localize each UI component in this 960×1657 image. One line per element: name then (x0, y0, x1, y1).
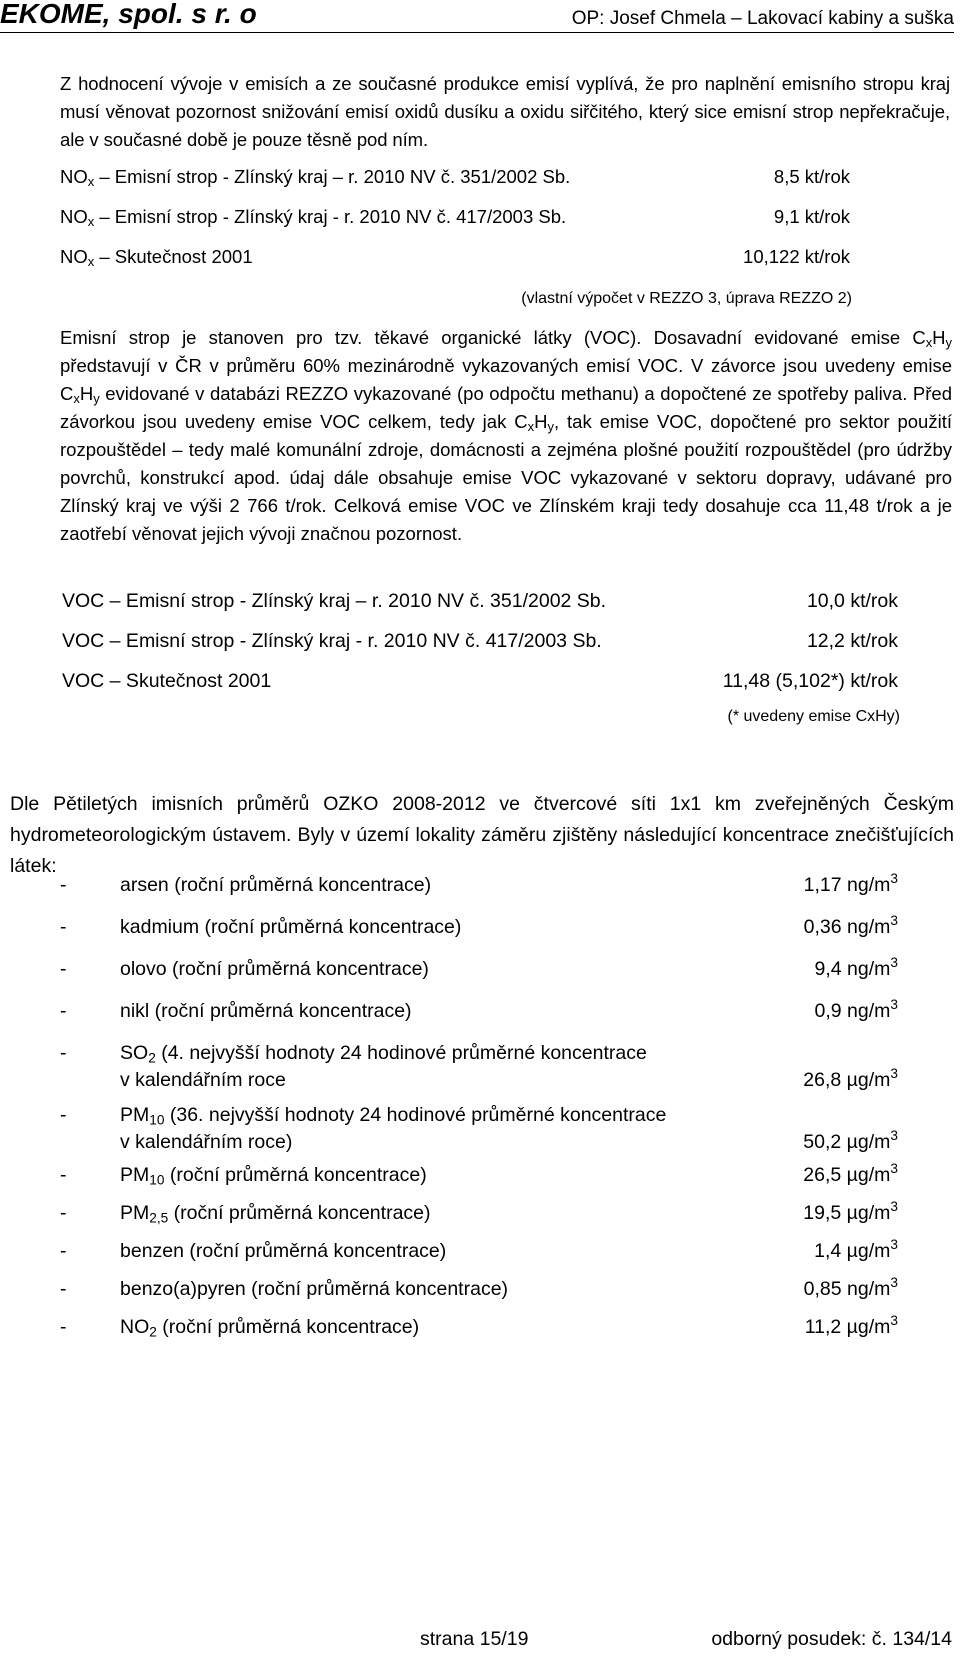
row-value: 10,0 kt/rok (806, 590, 898, 612)
row-value: 11,48 (5,102*) kt/rok (722, 670, 898, 692)
ozko-paragraph (10, 789, 954, 882)
document-subtitle: OP: Josef Chmela – Lakovací kabiny a suška (571, 8, 954, 29)
concentration-item: - $SO_2$ (4. nejvyšší hodnoty 24 hodinové průměrné koncentrace v kalendářním roce 26,8 $\mu g/m^3$ (60, 1042, 898, 1091)
row-label: – Skutečnost 2001 (99, 246, 253, 267)
row-value: 12,2 kt/rok (806, 630, 898, 652)
concentration-item: - kadmium (roční průměrná koncentrace) 0,36 $ng/m^3$ (60, 912, 898, 938)
compound: NO (60, 166, 88, 187)
row-label: – Emisní strop - Zlínský kraj - r. 2010 NV č. 417/2003 Sb. (99, 206, 567, 227)
page-header (0, 0, 954, 33)
row-label: VOC – Emisní strop - Zlínský kraj - r. 2010 NV č. 417/2003 Sb. (62, 630, 602, 652)
compound-subscript: x (87, 254, 95, 270)
nox-row (60, 166, 850, 188)
voc-paragraph (60, 324, 952, 548)
concentration-item: - nikl (roční průměrná koncentrace) 0,9 $ng/m^3$ (60, 996, 898, 1022)
nox-row (60, 206, 850, 228)
voc-row (62, 630, 898, 658)
row-value: 9,1 kt/rok (773, 206, 850, 227)
row-label: – Emisní strop - Zlínský kraj – r. 2010 NV č. 351/2002 Sb. (99, 166, 571, 187)
intro-text: Z hodnocení vývoje v emisích a ze současné produkce emisí vyplívá, že pro naplnění emisního stropu kraj musí věnovat pozornost snižování emisí oxidů dusíku a oxidu siřčitého, který sice emisní strop nepřekračuje, ale v současné době je pouze těsně pod ním. (60, 73, 950, 150)
row-label: VOC – Emisní strop - Zlínský kraj – r. 2010 NV č. 351/2002 Sb. (62, 590, 607, 612)
concentration-item: - benzo(a)pyren (roční průměrná koncentrace) 0,85 $ng/m^3$ (60, 1274, 898, 1300)
row-value: 10,122 kt/rok (743, 246, 850, 267)
company-name: EKOME, spol. s r. o (0, 0, 257, 29)
compound: NO (60, 206, 88, 227)
voc-note: (* uvedeny emise CxHy) (727, 708, 900, 725)
voc-row (62, 670, 898, 698)
concentration-item: - arsen (roční průměrná koncentrace) 1,17 $ng/m^3$ (60, 870, 898, 896)
concentration-item: - $NO_2$ (roční průměrná koncentrace) 11,2 $\mu g/m^3$ (60, 1312, 898, 1340)
voc-row (62, 590, 898, 618)
expert-report-reference: odborný posudek: č. 134/14 (711, 1628, 952, 1650)
row-label: VOC – Skutečnost 2001 (62, 670, 272, 692)
compound-subscript: x (87, 174, 95, 190)
concentration-item: - $PM_{10}$ (36. nejvyšší hodnoty 24 hodinové průměrné koncentrace v kalendářním roce) 50,2 $\mu g/m^3$ (60, 1104, 898, 1153)
concentration-item: - $PM_{10}$ (roční průměrná koncentrace) 26,5 $\mu g/m^3$ (60, 1160, 898, 1188)
concentration-item: - benzen (roční průměrná koncentrace) 1,4 $\mu g/m^3$ (60, 1236, 898, 1262)
nox-note: (vlastní výpočet v REZZO 3, úprava REZZO 2) (521, 290, 852, 307)
concentration-item: - olovo (roční průměrná koncentrace) 9,4 $ng/m^3$ (60, 954, 898, 980)
voc-paragraph-text: Emisní strop je stanoven pro tzv. těkavé organické látky (VOC). Dosavadní evidované emise $C_xH_y$ představují v ČR v průměru 60% mezinárodně vykazovaných emisí VOC. V závorce jsou uvedeny emise $C_xH_y$ evidované v databázi REZZO vykazované (po odpočtu methanu) a dopočtené ze spotřeby paliva. Před závorkou jsou uvedeny emise VOC celkem, tedy jak $C_xH_y$, tak emise VOC, dopočtené pro sektor použití rozpouštědel – tedy malé komunální zdroje, domácnosti a zejména plošné použití rozpouštědel (pro údržby povrchů, konstrukcí apod. údaj dále obsahuje emise VOC vykazované v sektoru dopravy, udávané pro Zlínský kraj ve výši 2 766 t/rok. Celková emise VOC ve Zlínském kraji tedy dosahuje cca 11,48 t/rok a je zaotřebí věnovat jejich vývoji značnou pozornost. (60, 327, 952, 544)
row-value: 8,5 kt/rok (773, 166, 850, 187)
intro-paragraph (60, 70, 950, 154)
concentration-item: - $PM_{2,5}$ (roční průměrná koncentrace) 19,5 $\mu g/m^3$ (60, 1198, 898, 1226)
page-number: strana 15/19 (420, 1628, 529, 1650)
compound-subscript: x (87, 214, 95, 230)
ozko-text: Dle Pětiletých imisních průměrů OZKO 2008-2012 ve čtvercové síti 1x1 km zveřejněných Českým hydrometeorologickým ústavem. Byly v území lokality záměru zjištěny následující koncentrace znečišťujících látek: (10, 793, 954, 877)
nox-row (60, 246, 850, 268)
compound: NO (60, 246, 88, 267)
